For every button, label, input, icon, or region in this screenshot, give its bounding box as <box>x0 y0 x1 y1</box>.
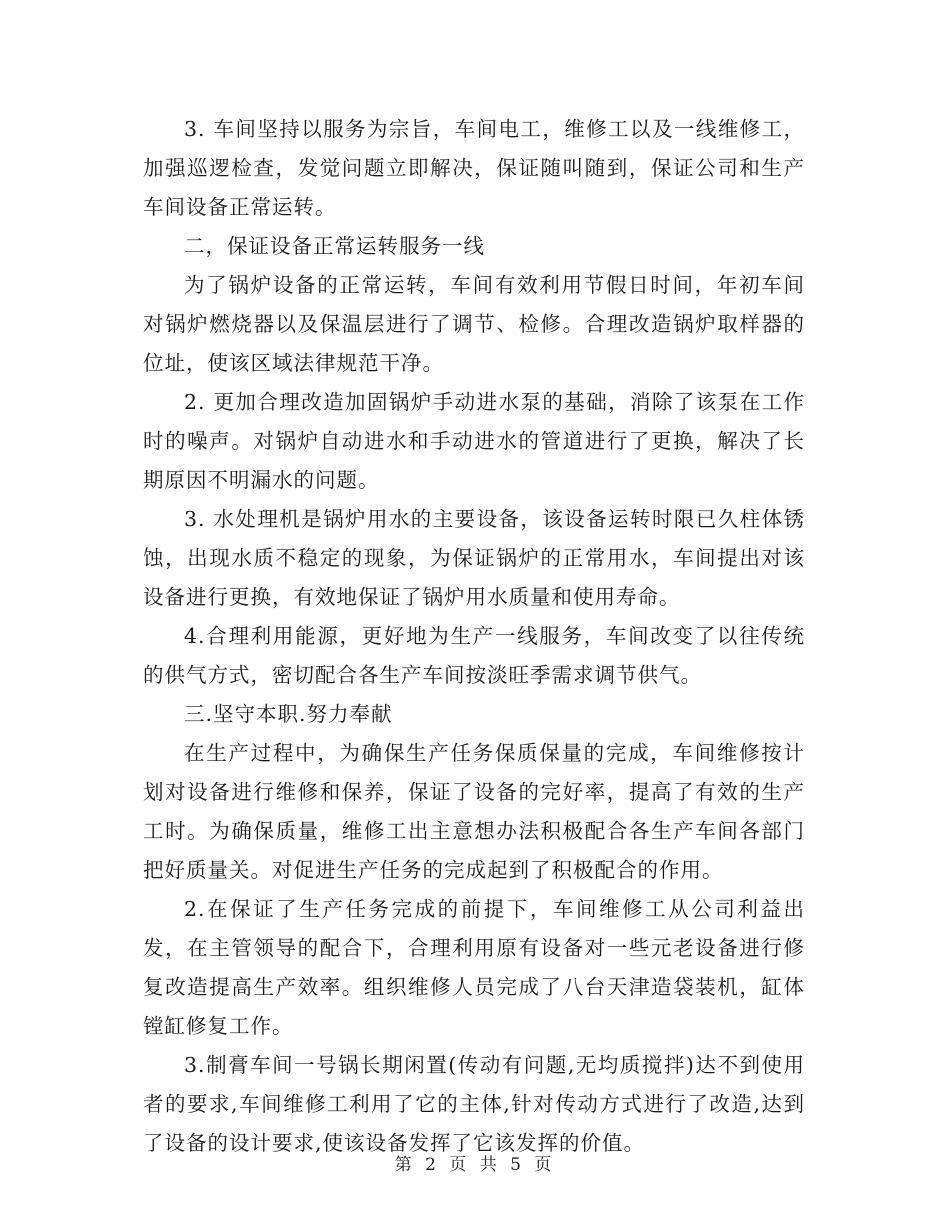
paragraph: 2.在保证了生产任务完成的前提下，车间维修工从公司利益出发，在主管领导的配合下，合理利用原有设备对一些元老设备进行修复改造提高生产效率。组织维修人员完成了八台天津造袋装机，缸体镗缸修复工作。 <box>143 897 805 1038</box>
section-heading: 二，保证设备正常运转服务一线 <box>184 234 485 258</box>
page-number-footer: 第 2 页 共 5 页 <box>394 1155 556 1175</box>
paragraph: 在生产过程中，为确保生产任务保质保量的完成，车间维修按计划对设备进行维修和保养，保证了设备的完好率，提高了有效的生产工时。为确保质量，维修工出主意想办法积极配合各生产车间各部门把好质量关。对促进生产任务的完成起到了积极配合的作用。 <box>143 741 805 882</box>
paragraph: 3. 水处理机是锅炉用水的主要设备，该设备运转时限已久柱体锈蚀，出现水质不稳定的现象，为保证锅炉的正常用水，车间提出对该设备进行更换，有效地保证了锅炉用水质量和使用寿命。 <box>143 507 805 609</box>
paragraph: 2. 更加合理改造加固锅炉手动进水泵的基础，消除了该泵在工作时的噪声。对锅炉自动进水和手动进水的管道进行了更换，解决了长期原因不明漏水的问题。 <box>143 390 805 492</box>
document-body <box>143 110 805 1163</box>
paragraph: 3.制膏车间一号锅长期闲置(传动有问题,无均质搅拌)达不到使用者的要求,车间维修工利用了它的主体,针对传动方式进行了改造,达到了设备的设计要求,使该设备发挥了它该发挥的价值。 <box>143 1053 805 1155</box>
paragraph: 为了锅炉设备的正常运转，车间有效利用节假日时间，年初车间对锅炉燃烧器以及保温层进行了调节、检修。合理改造锅炉取样器的位址，使该区域法律规范干净。 <box>143 273 805 375</box>
paragraph: 3. 车间坚持以服务为宗旨，车间电工，维修工以及一线维修工，加强巡逻检查，发觉问题立即解决，保证随叫随到，保证公司和生产车间设备正常运转。 <box>143 117 805 219</box>
paragraph: 4.合理利用能源，更好地为生产一线服务，车间改变了以往传统的供气方式，密切配合各生产车间按淡旺季需求调节供气。 <box>143 624 805 687</box>
section-heading: 三.坚守本职.努力奉献 <box>184 702 393 726</box>
